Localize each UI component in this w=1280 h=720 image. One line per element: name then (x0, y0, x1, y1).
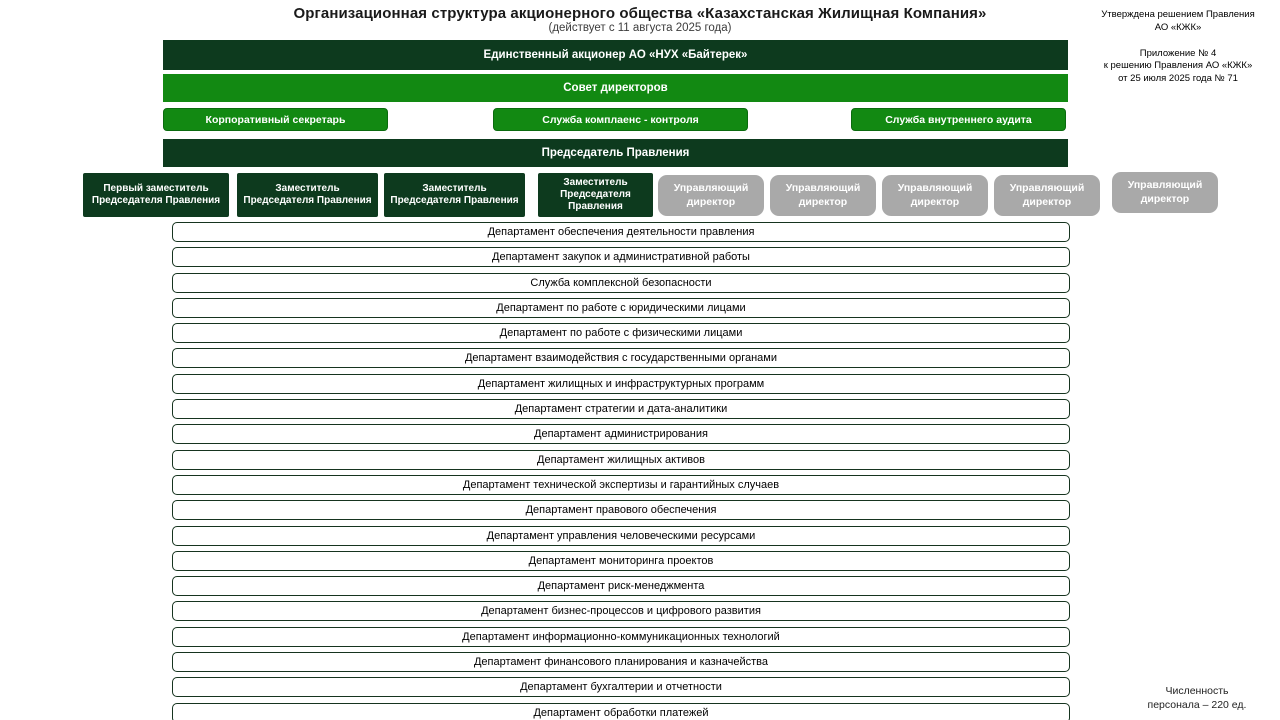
node-deputy-chairman: Заместитель Председателя Правления (237, 173, 378, 217)
department-node: Департамент взаимодействия с государственными органами (172, 348, 1070, 368)
node-managing-director: Управляющий директор (994, 175, 1100, 216)
department-node: Департамент бизнес-процессов и цифрового развития (172, 601, 1070, 621)
page-subtitle: (действует с 11 августа 2025 года) (548, 22, 732, 34)
node-corporate-secretary: Корпоративный секретарь (163, 108, 388, 131)
approval-line: от 25 июля 2025 года № 71 (1118, 73, 1238, 85)
node-internal-audit-service: Служба внутреннего аудита (851, 108, 1066, 131)
department-node: Департамент жилищных и инфраструктурных программ (172, 374, 1070, 394)
approval-spacer (1082, 35, 1274, 48)
approval-line: АО «КЖК» (1154, 21, 1202, 33)
node-sole-shareholder: Единственный акционер АО «НУХ «Байтерек» (163, 40, 1068, 70)
approval-note (1082, 9, 1274, 86)
department-list (172, 222, 1070, 720)
department-node: Департамент обеспечения деятельности правления (172, 222, 1070, 242)
node-first-deputy-chairman: Первый заместитель Председателя Правления (83, 173, 229, 217)
headcount-note (1112, 684, 1280, 712)
department-node: Департамент обработки платежей (172, 703, 1070, 720)
node-managing-director: Управляющий директор (1112, 172, 1218, 213)
node-managing-director: Управляющий директор (658, 175, 764, 216)
department-node: Департамент по работе с юридическими лицами (172, 298, 1070, 318)
node-board-of-directors: Совет директоров (163, 74, 1068, 102)
department-node: Департамент информационно-коммуникационных технологий (172, 627, 1070, 647)
department-node: Департамент администрирования (172, 424, 1070, 444)
department-node: Департамент управления человеческими ресурсами (172, 526, 1070, 546)
department-node: Департамент по работе с физическими лицами (172, 323, 1070, 343)
node-deputy-chairman: Заместитель Председателя Правления (538, 173, 653, 217)
department-node: Департамент закупок и административной работы (172, 247, 1070, 267)
department-node: Департамент мониторинга проектов (172, 551, 1070, 571)
department-node: Служба комплексной безопасности (172, 273, 1070, 293)
node-chairman: Председатель Правления (163, 139, 1068, 167)
approval-line: Приложение № 4 (1139, 47, 1217, 59)
page-title: Организационная структура акционерного общества «Казахстанская Жилищная Компания» (293, 5, 987, 22)
department-node: Департамент стратегии и дата-аналитики (172, 399, 1070, 419)
node-compliance-service: Служба комплаенс - контроля (493, 108, 748, 131)
approval-line: к решению Правления АО «КЖК» (1103, 60, 1253, 72)
department-node: Департамент риск-менеджмента (172, 576, 1070, 596)
department-node: Департамент финансового планирования и казначейства (172, 652, 1070, 672)
headcount-line: персонала – 220 ед. (1147, 699, 1247, 712)
department-node: Департамент жилищных активов (172, 450, 1070, 470)
node-managing-director: Управляющий директор (770, 175, 876, 216)
node-managing-director: Управляющий директор (882, 175, 988, 216)
department-node: Департамент бухгалтерии и отчетности (172, 677, 1070, 697)
department-node: Департамент технической экспертизы и гарантийных случаев (172, 475, 1070, 495)
department-node: Департамент правового обеспечения (172, 500, 1070, 520)
approval-line: Утверждена решением Правления (1101, 9, 1255, 20)
node-deputy-chairman: Заместитель Председателя Правления (384, 173, 525, 217)
headcount-line: Численность (1165, 685, 1229, 697)
